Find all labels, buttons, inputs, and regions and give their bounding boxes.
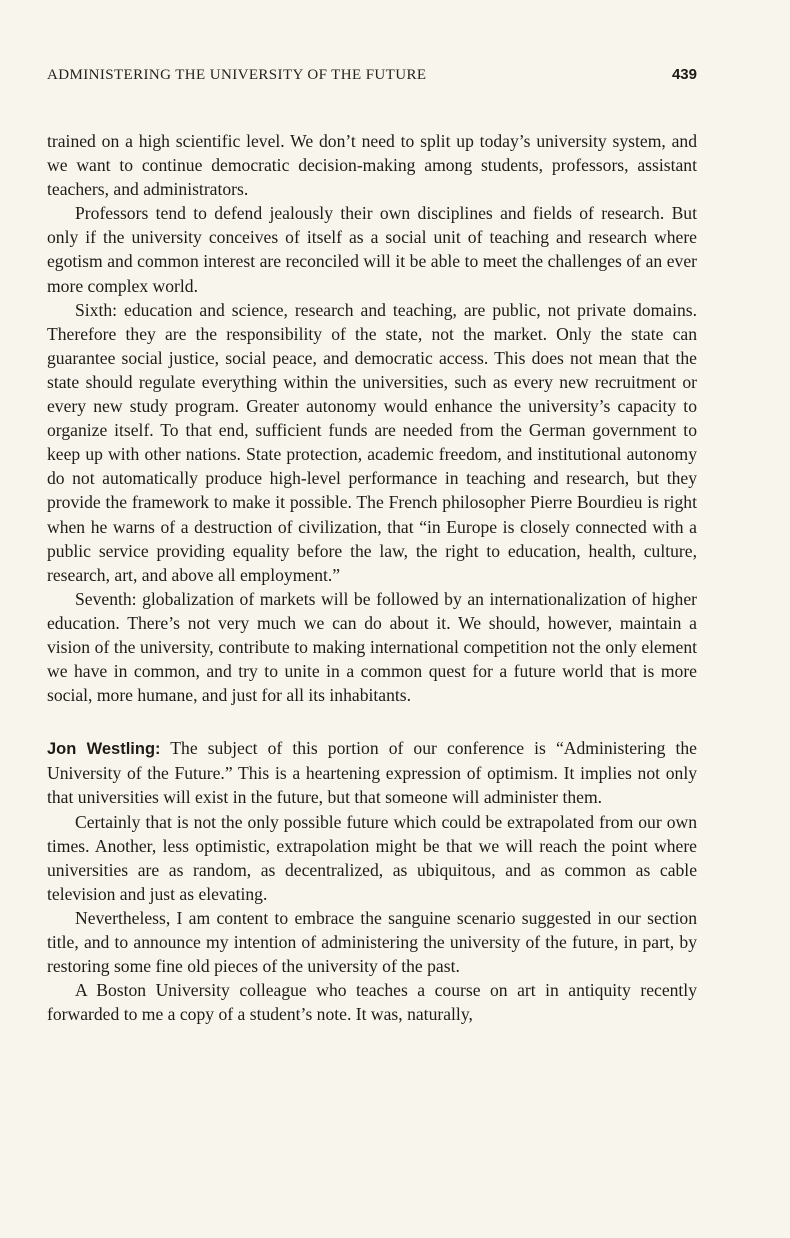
speaker-paragraph-text: The subject of this portion of our conference is “Administering the University of the Future.” This is a heartening expression of optimism. It implies not only that universities will exist in the future, but that someone will administer them.: [47, 738, 697, 808]
paragraph-7: Nevertheless, I am content to embrace the sanguine scenario suggested in our section title, and to announce my intention of administering the university of the future, in part, by restoring some fine old pieces of the university of the past.: [47, 907, 697, 977]
paragraph-6: Certainly that is not the only possible future which could be extrapolated from our own times. Another, less optimistic, extrapolation might be that we will reach the point where universities are as random, as decentralized, as ubiquitous, and as common as cable television and just as elevating.: [47, 811, 697, 904]
paragraph-2: Professors tend to defend jealously their own disciplines and fields of research. But only if the university conceives of itself as a social unit of teaching and research where egotism and common interest are reconciled will it be able to meet the challenges of an ever more complex world.: [47, 203, 697, 296]
section-gap: [47, 707, 697, 736]
running-header: [47, 66, 697, 88]
page-number: 439: [671, 66, 697, 83]
speaker-paragraph: [47, 736, 697, 809]
paragraph-8: A Boston University colleague who teaches a course on art in antiquity recently forwarded to me a copy of a student’s note. It was, naturally,: [47, 980, 697, 1025]
paragraph-1: trained on a high scientific level. We don’t need to split up today’s university system, and we want to continue democratic decision-making among students, professors, assistant teachers, and administrators.: [47, 131, 697, 200]
speaker-name: Jon Westling:: [47, 740, 161, 759]
paragraph-4: Seventh: globalization of markets will be followed by an internationalization of higher education. There’s not very much we can do about it. We should, however, maintain a vision of the university, contribute to making international competition not the only element we have in common, and try to unite in a common quest for a future world that is more social, more humane, and just for all its inhabitants.: [47, 588, 697, 706]
body-text: [47, 129, 697, 1026]
paragraph-3: Sixth: education and science, research and teaching, are public, not private domains. Therefore they are the responsibility of the state, not the market. Only the state can guarantee social justice, social peace, and democratic access. This does not mean that the state should regulate everything within the universities, such as every new recruitment or every new study program. Greater autonomy would enhance the university’s capacity to organize itself. To that end, sufficient funds are needed from the German government to keep up with other nations. State protection, academic freedom, and institutional autonomy do not automatically produce high-level performance in teaching and research, but they provide the framework to make it possible. The French philosopher Pierre Bourdieu is right when he warns of a destruction of civilization, that “in Europe is closely connected with a public service providing equality before the law, the right to education, health, culture, research, art, and above all employment.”: [47, 299, 697, 585]
running-title: ADMINISTERING THE UNIVERSITY OF THE FUTURE: [47, 67, 427, 83]
